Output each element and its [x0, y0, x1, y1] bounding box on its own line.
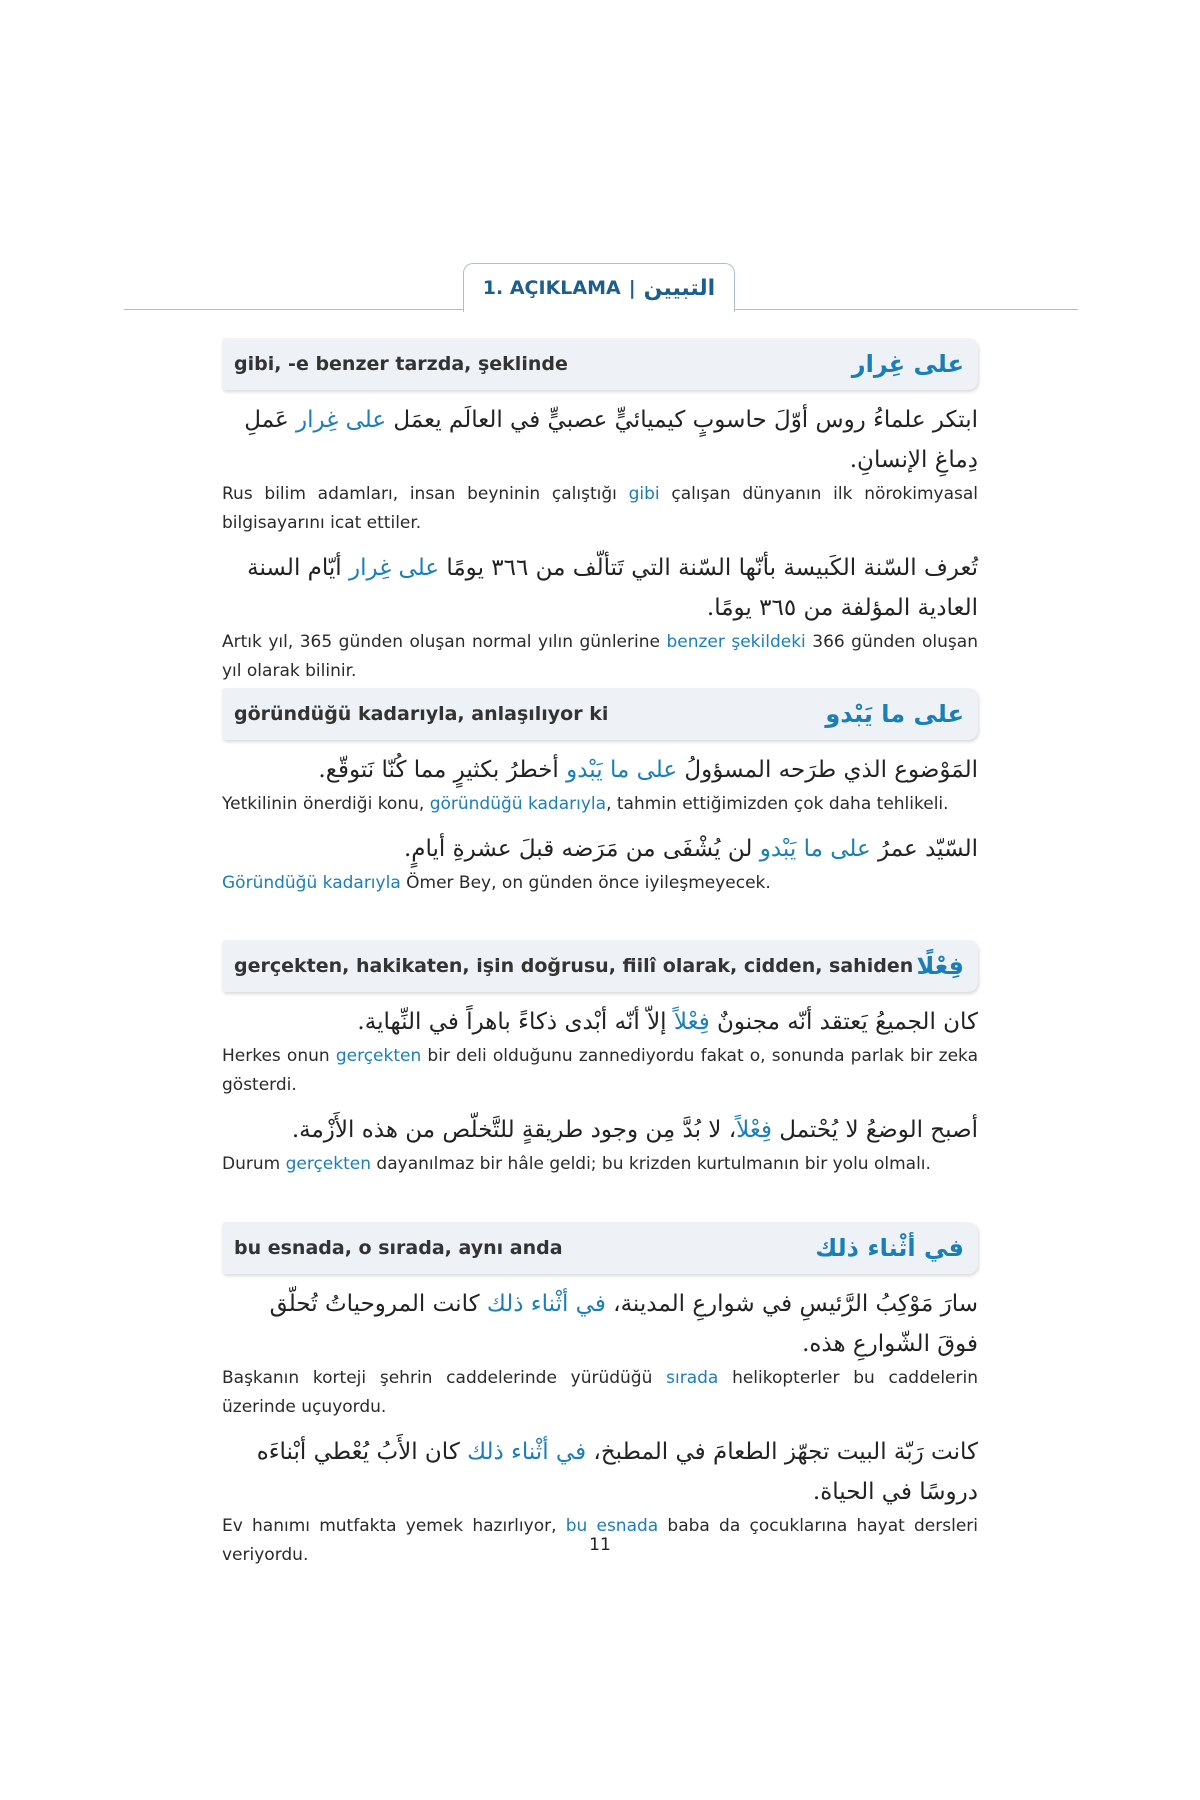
text-segment: السّيّد عمرُ [870, 836, 978, 862]
highlighted-term: فِعْلاً [673, 1009, 710, 1035]
text-segment: أخطرُ بكثيرٍ مما كُنّا نَتوقّع. [318, 757, 567, 783]
text-segment: baba da çocuklarına hayat dersleri veriyordu. [222, 1516, 978, 1565]
text-segment: المَوْضوع الذي طرَحه المسؤولُ [677, 757, 978, 783]
arabic-example [222, 548, 978, 628]
text-segment: لن يُشْفَى من مَرَضه قبلَ عشرةِ أيامٍ. [403, 836, 760, 862]
text-segment: عَملِ دِماغِ الإنسانِ. [244, 407, 978, 473]
term-section [222, 940, 978, 1179]
header-latin: 1. AÇIKLAMA [482, 277, 621, 299]
highlighted-term: في أثْناء ذلك [486, 1291, 606, 1317]
highlighted-term: على غِرار [296, 407, 387, 433]
text-segment: ، لا بُدَّ مِن وجود طريقةٍ للتَّخلّص من هذه الأَزْمة. [291, 1117, 737, 1143]
text-segment: أصبح الوضعُ لا يُحْتمل [771, 1117, 978, 1143]
term-turkish: gerçekten, hakikaten, işin doğrusu, fiilî olarak, cidden, sahiden [234, 955, 914, 977]
page-number: 11 [589, 1535, 611, 1555]
text-segment: Yetkilinin önerdiği konu, [222, 794, 430, 814]
header-arabic: التبيين [643, 275, 716, 301]
turkish-translation [222, 869, 978, 898]
arabic-example [222, 750, 978, 790]
term-turkish: gibi, -e benzer tarzda, şeklinde [234, 353, 568, 375]
text-segment: كانت المروحياتُ تُحلّق فوقَ الشّوارعِ هذه. [269, 1291, 978, 1357]
highlighted-term: فِعْلاً [736, 1117, 772, 1143]
arabic-example [222, 1432, 978, 1512]
text-segment: Başkanın korteji şehrin caddelerinde yürüdüğü [222, 1368, 667, 1388]
term-bar [222, 688, 978, 740]
text-segment: 366 günden oluşan yıl olarak bilinir. [222, 632, 978, 681]
arabic-example [222, 829, 978, 869]
text-segment: dayanılmaz bir hâle geldi; bu krizden kurtulmanın bir yolu olmalı. [371, 1154, 931, 1174]
highlighted-term: gerçekten [285, 1154, 372, 1174]
section-header-tab [463, 263, 735, 312]
text-segment: تُعرف السّنة الكَبيسة بأنّها السّنة التي تَتألّف من ٣٦٦ يومًا [439, 555, 978, 581]
text-segment: Rus bilim adamları, insan beyninin çalıştığı [222, 484, 629, 504]
highlighted-term: Göründüğü kadarıyla [222, 873, 401, 893]
term-bar [222, 338, 978, 390]
turkish-translation [222, 1150, 978, 1179]
text-segment: helikopterler bu caddelerin üzerinde uçuyordu. [222, 1368, 978, 1417]
term-section [222, 1222, 978, 1570]
text-segment: Herkes onun [222, 1046, 336, 1066]
term-arabic: في أثْناء ذلك [815, 1234, 964, 1262]
highlighted-term: على ما يَبْدو [759, 836, 871, 862]
term-arabic: فِعْلًا [916, 952, 964, 980]
highlighted-term: göründüğü kadarıyla [429, 794, 607, 814]
text-segment: كانت رَبّة البيت تجهّز الطعامَ في المطبخ، [586, 1439, 978, 1465]
highlighted-term: benzer şekildeki [666, 632, 806, 652]
highlighted-term: gibi [628, 484, 660, 504]
text-segment: Ev hanımı mutfakta yemek hazırlıyor, [222, 1516, 566, 1536]
text-segment: أيّام السنة العادية المؤلفة من ٣٦٥ يومًا. [247, 555, 978, 621]
turkish-translation [222, 480, 978, 538]
arabic-example [222, 1002, 978, 1042]
text-segment: سارَ مَوْكِبُ الرَّئيسِ في شوارعِ المدينة، [605, 1291, 978, 1317]
text-segment: كان الأَبُ يُعْطي أبْناءَه دروسًا في الحياة. [256, 1439, 978, 1505]
text-segment: Durum [222, 1154, 286, 1174]
term-arabic: على ما يَبْدو [825, 700, 964, 728]
turkish-translation [222, 1042, 978, 1100]
text-segment: ابتكر علماءُ روس أوّلَ حاسوبٍ كيميائيٍّ عصبيٍّ في العالَم يعمَل [386, 407, 978, 433]
turkish-translation [222, 790, 978, 819]
text-segment: , tahmin ettiğimizden çok daha tehlikeli. [606, 794, 949, 814]
term-section [222, 338, 978, 686]
text-segment: إلاّ أنّه أبْدى ذكاءً باهراً في النِّهاية. [357, 1009, 674, 1035]
arabic-example [222, 1284, 978, 1364]
arabic-example [222, 400, 978, 480]
text-segment: bir deli olduğunu zannediyordu fakat o, sonunda parlak bir zeka gösterdi. [222, 1046, 979, 1095]
highlighted-term: sırada [666, 1368, 719, 1388]
text-segment: كان الجميعُ يَعتقد أنّه مجنونٌ [709, 1009, 978, 1035]
term-turkish: göründüğü kadarıyla, anlaşılıyor ki [234, 703, 609, 725]
highlighted-term: gerçekten [335, 1046, 422, 1066]
text-segment: Ömer Bey, on günden önce iyileşmeyecek. [400, 873, 771, 893]
term-arabic: على غِرار [851, 350, 964, 378]
highlighted-term: على غِرار [349, 555, 440, 581]
arabic-example [222, 1110, 978, 1150]
term-bar [222, 940, 978, 992]
term-bar [222, 1222, 978, 1274]
turkish-translation [222, 628, 978, 686]
header-separator: | [628, 277, 636, 299]
highlighted-term: bu esnada [565, 1516, 659, 1536]
text-segment: çalışan dünyanın ilk nörokimyasal bilgisayarını icat ettiler. [222, 484, 978, 533]
highlighted-term: في أثْناء ذلك [467, 1439, 587, 1465]
turkish-translation [222, 1364, 978, 1422]
highlighted-term: على ما يَبْدو [566, 757, 678, 783]
term-turkish: bu esnada, o sırada, aynı anda [234, 1237, 563, 1259]
term-section [222, 688, 978, 898]
text-segment: Artık yıl, 365 günden oluşan normal yılın günlerine [222, 632, 667, 652]
